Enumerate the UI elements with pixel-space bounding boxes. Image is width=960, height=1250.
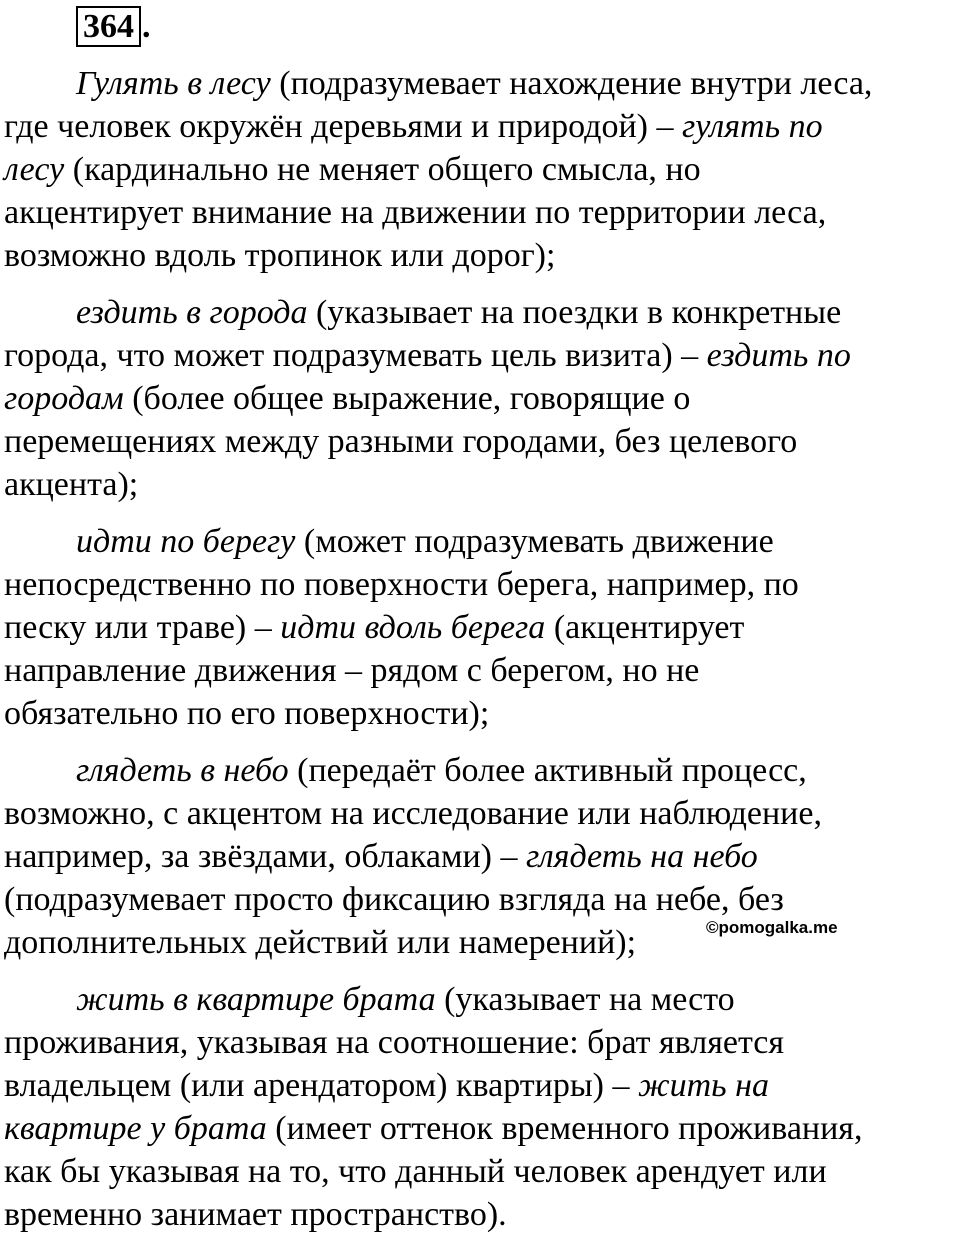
text-segment: (указывает на место (435, 981, 735, 1018)
text-segment: владельцем (или арендатором) квартиры) – (4, 1067, 638, 1104)
text-segment: где человек окружён деревьями и природой) – (4, 108, 682, 145)
italic-phrase: идти по берегу (76, 523, 296, 560)
text-line (4, 463, 960, 506)
text-line (4, 978, 960, 1021)
paragraph (4, 62, 960, 277)
text-segment: (подразумевает нахождение внутри леса, (270, 65, 873, 102)
text-line (4, 234, 960, 277)
text-segment: направление движения – рядом с берегом, но не (4, 652, 700, 689)
text-segment: песку или траве) – (4, 609, 281, 646)
text-line (4, 835, 960, 878)
text-line (4, 749, 960, 792)
text-segment: (подразумевает просто фиксацию взгляда на небе, без (4, 881, 784, 918)
text-line (4, 878, 960, 921)
italic-phrase: ездить по (706, 337, 851, 374)
text-segment: непосредственно по поверхности берега, например, по (4, 566, 799, 603)
italic-phrase: глядеть в небо (76, 752, 289, 789)
text-line (4, 62, 960, 105)
text-line (4, 1064, 960, 1107)
text-segment: акцента); (4, 466, 139, 503)
text-segment: города, что может подразумевать цель визита) – (4, 337, 707, 374)
text-segment: например, за звёздами, облаками) – (4, 838, 526, 875)
text-line (4, 1021, 960, 1064)
paragraph (4, 291, 960, 506)
text-line (4, 291, 960, 334)
task-number-heading (76, 6, 151, 47)
text-segment: (может подразумевать движение (295, 523, 774, 560)
text-segment: перемещениях между разными городами, без целевого (4, 423, 798, 460)
text-line (4, 191, 960, 234)
italic-phrase: квартире у брата (4, 1110, 267, 1147)
text-segment: (имеет оттенок временного проживания, (266, 1110, 863, 1147)
text-line (4, 420, 960, 463)
text-line (4, 692, 960, 735)
text-segment: (указывает на поездки в конкретные (307, 294, 842, 331)
text-line (4, 377, 960, 420)
text-segment: (более общее выражение, говорящие о (123, 380, 691, 417)
text-segment: возможно вдоль тропинок или дорог); (4, 237, 556, 274)
text-line (4, 1150, 960, 1193)
italic-phrase: Гулять в лесу (76, 65, 271, 102)
task-number-dot: . (142, 8, 151, 45)
italic-phrase: глядеть на небо (526, 838, 758, 875)
text-segment: проживания, указывая на соотношение: брат является (4, 1024, 784, 1061)
text-line (4, 520, 960, 563)
text-line (4, 606, 960, 649)
watermark: ©pomogalka.me (706, 918, 838, 937)
text-line (4, 105, 960, 148)
italic-phrase: лесу (4, 151, 65, 188)
text-segment: (кардинально не меняет общего смысла, но (64, 151, 701, 188)
text-segment: временно занимает пространство). (4, 1196, 507, 1233)
paragraph (4, 978, 960, 1236)
text-line (4, 792, 960, 835)
text-segment: акцентирует внимание на движении по территории леса, (4, 194, 827, 231)
text-line (4, 563, 960, 606)
paragraph (4, 520, 960, 735)
text-segment: обязательно по его поверхности); (4, 695, 490, 732)
text-line (4, 1107, 960, 1150)
text-segment: (акцентирует (545, 609, 745, 646)
italic-phrase: гулять по (681, 108, 823, 145)
text-line (4, 334, 960, 377)
text-line (4, 148, 960, 191)
answer-text (4, 62, 960, 1250)
italic-phrase: идти вдоль берега (280, 609, 546, 646)
text-segment: как бы указывая на то, что данный человек арендует или (4, 1153, 827, 1190)
text-line (4, 649, 960, 692)
italic-phrase: городам (4, 380, 124, 417)
italic-phrase: жить в квартире брата (76, 981, 436, 1018)
text-segment: возможно, с акцентом на исследование или наблюдение, (4, 795, 822, 832)
task-number-box: 364 (76, 6, 141, 47)
text-segment: (передаёт более активный процесс, (288, 752, 807, 789)
italic-phrase: ездить в города (76, 294, 308, 331)
italic-phrase: жить на (637, 1067, 770, 1104)
text-segment: дополнительных действий или намерений); (4, 924, 637, 961)
